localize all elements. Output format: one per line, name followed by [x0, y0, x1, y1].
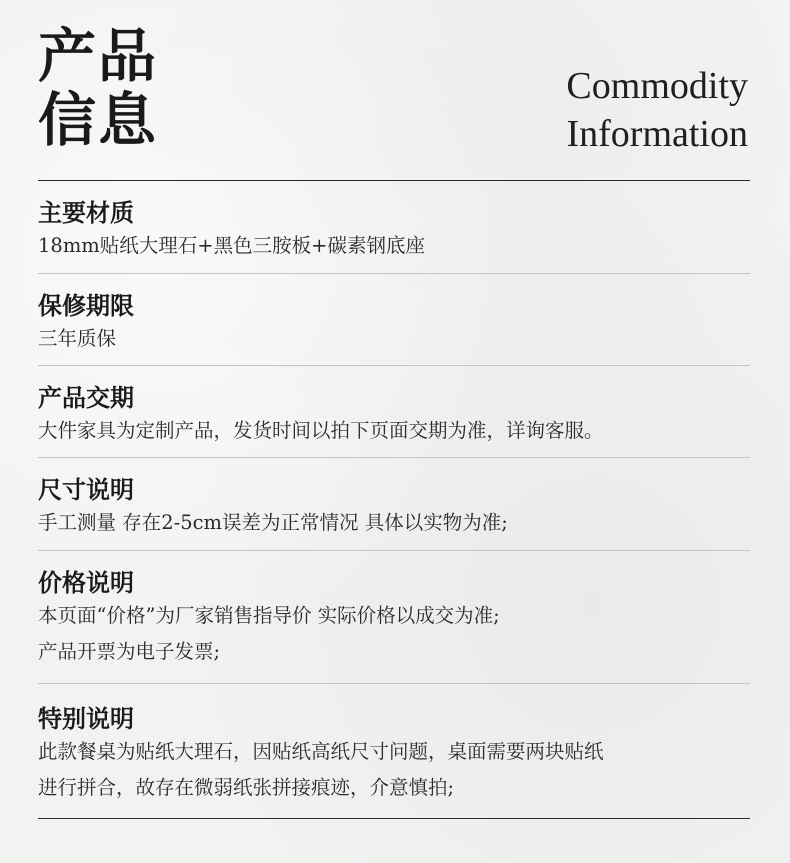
section-heading: 尺寸说明 [38, 476, 134, 504]
page-title-english [566, 62, 748, 158]
section-text-line: 进行拼合，故存在微弱纸张拼接痕迹，介意慎拍; [38, 776, 455, 799]
section-text-line: 此款餐桌为贴纸大理石，因贴纸高纸尺寸问题，桌面需要两块贴纸 [38, 740, 604, 763]
title-zh-line-2: 信息 [38, 86, 159, 154]
section-warranty [38, 291, 750, 357]
title-en-line-1: Commodity [566, 65, 748, 107]
section-heading: 特别说明 [38, 705, 134, 733]
footer-divider [38, 818, 750, 819]
section-delivery [38, 383, 750, 449]
section-heading: 价格说明 [38, 569, 134, 597]
section-heading: 主要材质 [38, 199, 134, 227]
section-divider [38, 273, 750, 274]
section-divider [38, 550, 750, 551]
section-divider [38, 457, 750, 458]
section-dimensions [38, 475, 750, 541]
section-text-line: 本页面“价格”为厂家销售指导价 实际价格以成交为准; [38, 604, 500, 627]
section-text-line: 三年质保 [38, 327, 117, 350]
section-heading: 保修期限 [38, 292, 134, 320]
header-divider [38, 180, 750, 181]
title-zh-line-1: 产品 [38, 22, 159, 90]
title-en-line-2: Information [566, 113, 748, 155]
section-text-line: 18mm贴纸大理石+黑色三胺板+碳素钢底座 [38, 234, 425, 257]
section-text-line: 手工测量 存在2-5cm误差为正常情况 具体以实物为准; [38, 511, 508, 534]
section-divider [38, 365, 750, 366]
page-title-chinese [38, 24, 158, 152]
section-text-line: 大件家具为定制产品，发货时间以拍下页面交期为准，详询客服。 [38, 419, 604, 442]
section-special-notes [38, 704, 750, 806]
section-material [38, 198, 750, 264]
section-price [38, 568, 750, 670]
section-text-line: 产品开票为电子发票; [38, 640, 221, 663]
section-divider [38, 683, 750, 684]
section-heading: 产品交期 [38, 384, 134, 412]
